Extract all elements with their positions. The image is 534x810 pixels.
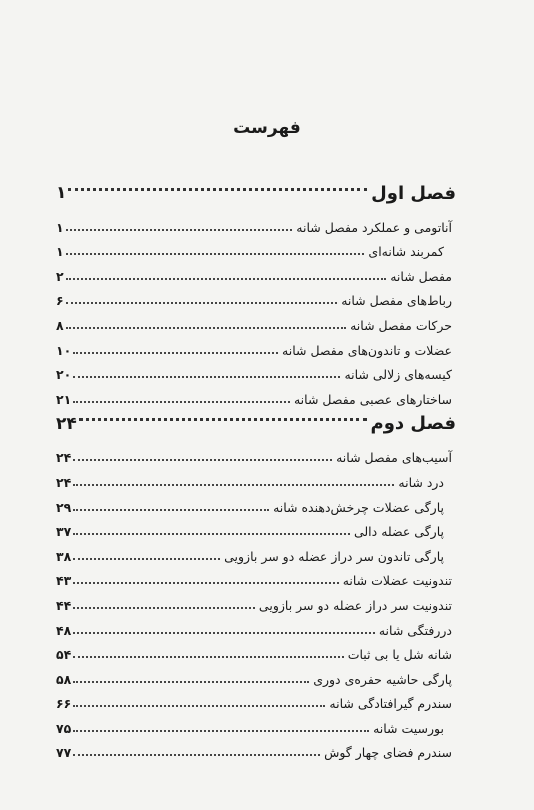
dot-leader	[73, 401, 290, 403]
dot-leader	[73, 754, 320, 756]
toc-entry	[56, 210, 456, 235]
toc-label: آناتومی و عملکرد مفصل شانه	[296, 219, 452, 235]
toc-entry	[56, 333, 456, 358]
toc-page-number: ۳۷	[56, 524, 72, 540]
toc-label: بورسیت شانه	[373, 720, 444, 736]
toc-page-number: ۱	[56, 219, 64, 235]
toc-entry	[56, 441, 456, 466]
toc-label: کیسه‌های زلالی شانه	[344, 367, 452, 383]
toc-label: دررفتگی شانه	[378, 622, 452, 638]
toc-page-number: ۲۴	[56, 450, 72, 466]
toc-page-number: ۵۴	[56, 647, 72, 663]
toc-entry	[56, 465, 456, 490]
toc-label: پارگی عضلات چرخش‌دهنده شانه	[273, 499, 444, 515]
toc-page-number: ۳۸	[56, 548, 72, 564]
toc-page-number: ۲۱	[56, 391, 72, 407]
toc-entry	[56, 358, 456, 383]
page-title: فهرست	[233, 118, 301, 138]
dot-leader	[73, 558, 220, 560]
dot-leader	[73, 656, 343, 658]
dot-leader	[68, 188, 367, 191]
toc-page-number: ۶۶	[56, 696, 72, 712]
toc-label: آسیب‌های مفصل شانه	[336, 450, 452, 466]
toc-entry	[56, 490, 456, 515]
toc-label: سندرم فضای چهار گوش	[324, 745, 452, 761]
toc-entry	[56, 308, 456, 333]
toc-label: کمربند شانه‌ای	[368, 244, 444, 260]
toc-page-number: ۲۰	[56, 367, 72, 383]
toc-entry	[56, 736, 456, 761]
table-of-contents	[56, 176, 456, 760]
toc-entry	[56, 613, 456, 638]
toc-page-number: ۴۸	[56, 622, 72, 638]
toc-label: پارگی حاشیه حفره‌ی دوری	[313, 671, 452, 687]
toc-entry	[56, 564, 456, 589]
toc-page-number: ۴۴	[56, 597, 72, 613]
toc-chapter	[56, 407, 456, 441]
toc-label: مفصل شانه	[390, 268, 452, 284]
dot-leader	[73, 632, 375, 634]
toc-page-number: ۷۵	[56, 720, 72, 736]
toc-page-number: ۱	[56, 183, 67, 203]
dot-leader	[73, 705, 325, 707]
toc-label: سندرم گیرافتادگی شانه	[329, 696, 452, 712]
toc-page-number: ۲۹	[56, 499, 72, 515]
toc-label: پارگی تاندون سر دراز عضله دو سر بازویی	[224, 548, 444, 564]
toc-label: عضلات و تاندون‌های مفصل شانه	[282, 342, 452, 358]
toc-page-number: ۲	[56, 268, 64, 284]
dot-leader	[73, 376, 340, 378]
toc-page-number: ۲۴	[56, 474, 72, 490]
toc-label: تندونیت سر دراز عضله دو سر بازویی	[258, 597, 452, 613]
toc-entry	[56, 662, 456, 687]
toc-label: شانه شل یا بی ثبات	[347, 647, 452, 663]
dot-leader	[66, 253, 365, 255]
dot-leader	[66, 327, 346, 329]
toc-page-number: ۶	[56, 293, 64, 309]
toc-chapter	[56, 176, 456, 210]
toc-page-number: ۷۷	[56, 745, 72, 761]
toc-label: تندونیت عضلات شانه	[342, 573, 452, 589]
toc-label: ساختارهای عصبی مفصل شانه	[293, 391, 452, 407]
toc-page-number: ۱	[56, 244, 64, 260]
toc-entry	[56, 515, 456, 540]
toc-entry	[56, 638, 456, 663]
dot-leader	[73, 459, 332, 461]
toc-entry	[56, 687, 456, 712]
dot-leader	[73, 509, 269, 511]
toc-entry	[56, 382, 456, 407]
toc-page-number: ۲۴	[56, 413, 77, 434]
toc-page-number: ۴۳	[56, 573, 72, 589]
toc-label: فصل دوم	[370, 413, 456, 435]
toc-label: رباط‌های مفصل شانه	[341, 293, 452, 309]
toc-entry	[56, 588, 456, 613]
dot-leader	[66, 278, 387, 280]
dot-leader	[73, 730, 369, 732]
toc-entry	[56, 284, 456, 309]
dot-leader	[73, 533, 350, 535]
toc-page-number: ۵۸	[56, 671, 72, 687]
toc-entry	[56, 235, 456, 260]
dot-leader	[73, 352, 278, 354]
dot-leader	[73, 681, 309, 683]
toc-entry	[56, 711, 456, 736]
toc-entry	[56, 539, 456, 564]
toc-entry	[56, 259, 456, 284]
toc-page-number: ۸	[56, 317, 64, 333]
toc-label: فصل اول	[371, 182, 456, 204]
toc-page-number: ۱۰	[56, 342, 72, 358]
toc-label: درد شانه	[398, 474, 444, 490]
dot-leader	[66, 302, 338, 304]
dot-leader	[79, 418, 367, 421]
toc-label: حرکات مفصل شانه	[350, 317, 452, 333]
dot-leader	[73, 607, 255, 609]
toc-label: پارگی عضله دالی	[353, 524, 444, 540]
dot-leader	[66, 229, 293, 231]
dot-leader	[73, 582, 338, 584]
dot-leader	[73, 484, 394, 486]
